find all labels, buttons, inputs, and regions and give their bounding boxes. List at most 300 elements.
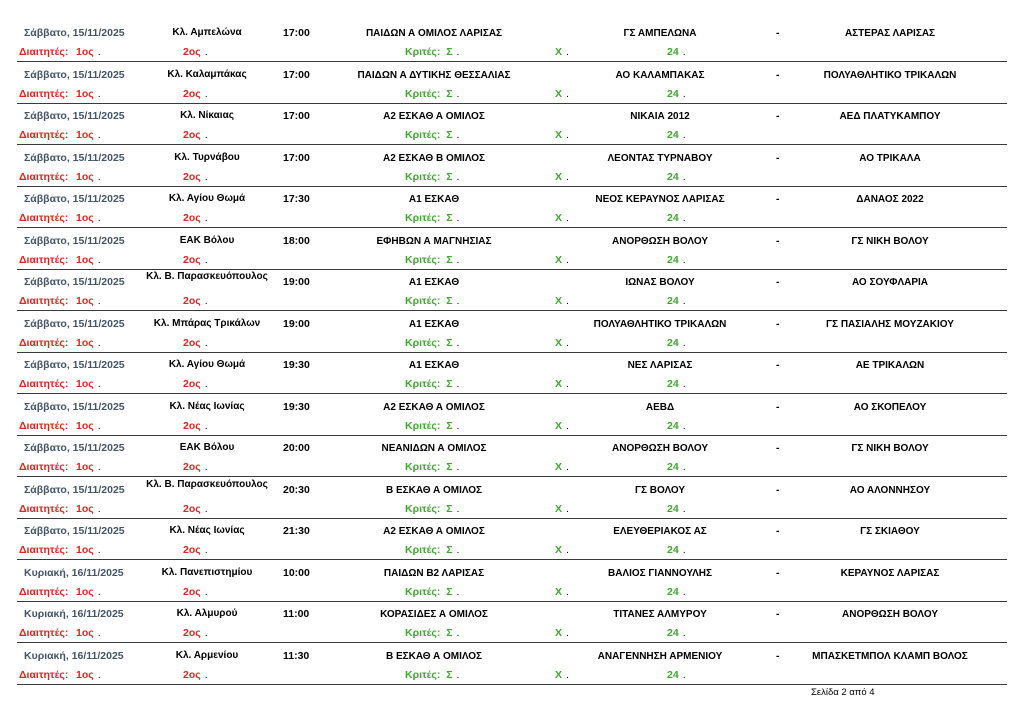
referee-1	[76, 586, 101, 599]
referee-1-dot: .	[97, 212, 101, 224]
game-date: Κυριακή, 16/11/2025	[24, 649, 124, 662]
scorer-x-dot: .	[566, 129, 569, 141]
shot-clock-24	[667, 503, 686, 516]
game-competition: ΠΑΙΔΩΝ Α ΟΜΙΛΟΣ ΛΑΡΙΣΑΣ	[365, 28, 503, 39]
shot-clock-24-dot: .	[682, 461, 686, 473]
referee-1	[76, 212, 101, 225]
judges-label: Κριτές:	[405, 129, 441, 141]
referee-2-dot: .	[204, 502, 208, 515]
game-time: 11:30	[283, 649, 310, 662]
away-team: ΑΟ ΤΡΙΚΑΛΑ	[859, 152, 921, 164]
judges	[405, 461, 459, 474]
judges-label: Κριτές:	[405, 668, 441, 681]
scorer-x-label: Χ	[555, 129, 563, 141]
judges-dot: .	[456, 46, 460, 58]
vs-dash: -	[776, 110, 780, 122]
referee-2	[183, 212, 208, 225]
shot-clock-24-label: 24	[667, 627, 679, 639]
referee-1	[76, 461, 101, 474]
away-team: ΑΣΤΕΡΑΣ ΛΑΡΙΣΑΣ	[844, 28, 936, 39]
referee-2	[183, 254, 208, 267]
vs-dash: -	[776, 608, 780, 620]
referee-2	[183, 461, 208, 474]
referee-2-label: 2ος	[183, 295, 201, 307]
referee-2-dot: .	[204, 461, 208, 473]
referee-2-label: 2ος	[183, 585, 201, 598]
judges-letter: Σ	[446, 170, 453, 183]
game-row	[0, 354, 1024, 396]
game-row	[0, 22, 1024, 64]
game-date: Σάββατο, 15/11/2025	[24, 110, 125, 122]
game-competition: ΚΟΡΑΣΙΔΕΣ Α ΟΜΙΛΟΣ	[380, 609, 488, 620]
home-team: ΝΕΟΣ ΚΕΡΑΥΝΟΣ ΛΑΡΙΣΑΣ	[595, 194, 725, 205]
referees-label: Διαιτητές:	[19, 212, 69, 224]
referee-1	[76, 669, 101, 682]
referee-2-dot: .	[204, 585, 208, 598]
shot-clock-24	[667, 420, 686, 433]
judges-letter: Σ	[446, 46, 453, 58]
judges-letter: Σ	[446, 461, 453, 473]
game-venue: Κλ. Β. Παρασκευόπουλος	[146, 478, 268, 490]
away-team: ΑΟ ΑΛΟΝΝΗΣΟΥ	[849, 484, 931, 496]
home-team: ΑΝΟΡΘΩΣΗ ΒΟΛΟΥ	[612, 443, 708, 454]
referee-1-label: 1ος	[76, 585, 94, 598]
scorer-x	[555, 88, 569, 101]
scorer-x-label: Χ	[555, 461, 563, 473]
referee-1-dot: .	[97, 336, 101, 349]
shot-clock-24	[667, 295, 686, 308]
home-team: ΑΕΒΔ	[645, 401, 675, 413]
scorer-x-dot: .	[566, 668, 569, 681]
shot-clock-24	[667, 171, 686, 184]
referee-1	[76, 129, 101, 142]
referees-label: Διαιτητές:	[19, 544, 69, 556]
judges-dot: .	[456, 253, 460, 266]
judges-dot: .	[456, 585, 460, 598]
scorer-x	[555, 503, 569, 516]
referee-1-label: 1ος	[76, 129, 94, 141]
scorer-x-dot: .	[566, 419, 569, 432]
game-competition: Β ΕΣΚΑΘ Α ΟΜΙΛΟΣ	[385, 484, 483, 496]
game-date: Σάββατο, 15/11/2025	[24, 442, 125, 454]
scorer-x-dot: .	[566, 295, 569, 307]
scorer-x-dot: .	[566, 336, 569, 349]
judges	[405, 544, 459, 557]
referee-1-dot: .	[97, 544, 101, 556]
judges-letter: Σ	[446, 295, 453, 307]
vs-dash: -	[776, 649, 780, 662]
away-team: ΓΣ ΝΙΚΗ ΒΟΛΟΥ	[851, 443, 929, 454]
game-venue: Κλ. Νέας Ιωνίας	[169, 400, 245, 412]
referee-1	[76, 627, 101, 640]
game-date: Κυριακή, 16/11/2025	[24, 608, 124, 620]
vs-dash: -	[776, 400, 780, 413]
shot-clock-24	[667, 378, 686, 391]
scorer-x	[555, 544, 569, 557]
shot-clock-24	[667, 337, 686, 350]
referee-1-label: 1ος	[76, 46, 94, 58]
scorer-x-dot: .	[566, 585, 569, 598]
referees-label: Διαιτητές:	[19, 129, 69, 141]
referee-2-dot: .	[204, 253, 208, 266]
game-row	[0, 147, 1024, 189]
judges-dot: .	[456, 461, 460, 473]
judges	[405, 503, 459, 516]
judges-letter: Σ	[446, 253, 453, 266]
referees-label: Διαιτητές:	[19, 627, 69, 639]
away-team: ΚΕΡΑΥΝΟΣ ΛΑΡΙΣΑΣ	[840, 567, 940, 579]
referee-1-label: 1ος	[76, 253, 94, 266]
home-team: ΑΟ ΚΑΛΑΜΠΑΚΑΣ	[615, 69, 705, 81]
shot-clock-24	[667, 544, 686, 557]
scorer-x	[555, 461, 569, 474]
shot-clock-24-label: 24	[667, 461, 679, 473]
shot-clock-24	[667, 669, 686, 682]
shot-clock-24-label: 24	[667, 295, 679, 307]
referee-1-label: 1ος	[76, 378, 94, 390]
shot-clock-24-label: 24	[667, 502, 679, 515]
game-row	[0, 271, 1024, 313]
referee-1	[76, 544, 101, 557]
game-time: 19:30	[283, 359, 310, 371]
scorer-x-dot: .	[566, 461, 569, 473]
referee-2	[183, 46, 208, 59]
game-time: 19:30	[283, 400, 310, 413]
judges-label: Κριτές:	[405, 170, 441, 183]
home-team: ΛΕΟΝΤΑΣ ΤΥΡΝΑΒΟΥ	[607, 152, 713, 164]
game-date: Σάββατο, 15/11/2025	[24, 151, 125, 164]
shot-clock-24-label: 24	[667, 419, 679, 432]
shot-clock-24-label: 24	[667, 87, 679, 100]
referee-1-dot: .	[97, 378, 101, 390]
referee-2-dot: .	[204, 378, 208, 390]
home-team: ΠΟΛΥΑΘΛΗΤΙΚΟ ΤΡΙΚΑΛΩΝ	[593, 318, 727, 330]
scorer-x-dot: .	[566, 170, 569, 183]
judges	[405, 254, 459, 267]
referees-label: Διαιτητές:	[19, 378, 69, 390]
judges-letter: Σ	[446, 212, 453, 224]
shot-clock-24	[667, 461, 686, 474]
referee-2-label: 2ος	[183, 87, 201, 100]
scorer-x-dot: .	[566, 212, 569, 224]
scorer-x	[555, 337, 569, 350]
referee-2-label: 2ος	[183, 419, 201, 432]
game-time: 10:00	[283, 566, 310, 579]
away-team: ΑΝΟΡΘΩΣΗ ΒΟΛΟΥ	[842, 609, 938, 620]
referee-1	[76, 46, 101, 59]
shot-clock-24-dot: .	[682, 295, 686, 307]
game-row	[0, 562, 1024, 604]
shot-clock-24	[667, 627, 686, 640]
away-team: ΑΕΔ ΠΛΑΤΥΚΑΜΠΟΥ	[839, 111, 941, 122]
referee-2-label: 2ος	[183, 502, 201, 515]
shot-clock-24-dot: .	[682, 544, 686, 556]
scorer-x	[555, 669, 569, 682]
game-venue: Κλ. Καλαμπάκας	[167, 68, 247, 80]
vs-dash: -	[776, 483, 780, 496]
judges-dot: .	[456, 87, 460, 100]
referee-1	[76, 171, 101, 184]
referee-2-label: 2ος	[183, 378, 201, 390]
scorer-x-dot: .	[566, 253, 569, 266]
referees-label: Διαιτητές:	[19, 295, 69, 307]
shot-clock-24-dot: .	[682, 378, 686, 390]
judges-letter: Σ	[446, 336, 453, 349]
away-team: ΓΣ ΝΙΚΗ ΒΟΛΟΥ	[851, 235, 929, 247]
scorer-x	[555, 171, 569, 184]
scorer-x-label: Χ	[555, 336, 563, 349]
referee-2-label: 2ος	[183, 212, 201, 224]
judges-letter: Σ	[446, 378, 453, 390]
referee-2	[183, 503, 208, 516]
judges-dot: .	[456, 212, 460, 224]
page-number: Σελίδα 2 από 4	[811, 687, 875, 698]
judges	[405, 378, 459, 391]
game-venue: Κλ. Αγίου Θωμά	[168, 193, 246, 204]
game-row	[0, 396, 1024, 438]
game-competition: Α1 ΕΣΚΑΘ	[408, 360, 460, 371]
away-team: ΑΕ ΤΡΙΚΑΛΩΝ	[855, 360, 925, 371]
away-team: ΔΑΝΑΟΣ 2022	[856, 194, 924, 205]
game-competition: Α1 ΕΣΚΑΘ	[408, 277, 460, 288]
shot-clock-24-label: 24	[667, 129, 679, 141]
scorer-x	[555, 627, 569, 640]
referee-1	[76, 337, 101, 350]
game-competition: Β ΕΣΚΑΘ Α ΟΜΙΛΟΣ	[385, 650, 483, 662]
shot-clock-24-dot: .	[682, 253, 686, 266]
game-competition: Α1 ΕΣΚΑΘ	[408, 194, 460, 205]
shot-clock-24-dot: .	[682, 46, 686, 58]
referee-2	[183, 544, 208, 557]
scorer-x	[555, 420, 569, 433]
game-row	[0, 645, 1024, 687]
scorer-x	[555, 586, 569, 599]
referee-2-label: 2ος	[183, 336, 201, 349]
game-time: 17:30	[283, 193, 310, 205]
judges-dot: .	[456, 544, 460, 556]
scorer-x-dot: .	[566, 544, 569, 556]
home-team: ΤΙΤΑΝΕΣ ΑΛΜΥΡΟΥ	[613, 609, 707, 620]
game-competition: ΠΑΙΔΩΝ Β2 ΛΑΡΙΣΑΣ	[383, 567, 485, 579]
shot-clock-24	[667, 254, 686, 267]
game-row	[0, 230, 1024, 272]
referee-1-dot: .	[97, 295, 101, 307]
judges-label: Κριτές:	[405, 419, 441, 432]
shot-clock-24-label: 24	[667, 378, 679, 390]
judges-dot: .	[456, 336, 460, 349]
game-row	[0, 479, 1024, 521]
referee-2-dot: .	[204, 336, 208, 349]
judges-dot: .	[456, 419, 460, 432]
referees-label: Διαιτητές:	[19, 253, 69, 266]
game-time: 21:30	[283, 525, 310, 537]
referee-1-dot: .	[97, 253, 101, 266]
game-competition: Α1 ΕΣΚΑΘ	[408, 318, 460, 330]
home-team: ΙΩΝΑΣ ΒΟΛΟΥ	[625, 277, 695, 288]
shot-clock-24-label: 24	[667, 253, 679, 266]
referee-2	[183, 88, 208, 101]
judges	[405, 88, 459, 101]
judges-letter: Σ	[446, 502, 453, 515]
game-competition: ΕΦΗΒΩΝ Α ΜΑΓΝΗΣΙΑΣ	[376, 235, 492, 247]
judges	[405, 420, 459, 433]
scorer-x-label: Χ	[555, 170, 563, 183]
judges-dot: .	[456, 502, 460, 515]
game-competition: Α2 ΕΣΚΑΘ Α ΟΜΙΛΟΣ	[383, 526, 485, 537]
referee-2-dot: .	[204, 295, 208, 307]
game-date: Σάββατο, 15/11/2025	[24, 193, 125, 205]
vs-dash: -	[776, 359, 780, 371]
judges-label: Κριτές:	[405, 87, 441, 100]
game-venue: Κλ. Αρμενίου	[175, 649, 239, 661]
shot-clock-24-dot: .	[682, 627, 686, 639]
referees-label: Διαιτητές:	[19, 502, 69, 515]
referee-1-label: 1ος	[76, 461, 94, 473]
vs-dash: -	[776, 525, 780, 537]
game-row	[0, 437, 1024, 479]
game-time: 11:00	[283, 608, 310, 620]
judges-letter: Σ	[446, 585, 453, 598]
shot-clock-24-dot: .	[682, 668, 686, 681]
away-team: ΓΣ ΣΚΙΑΘΟΥ	[860, 526, 920, 537]
away-team: ΜΠΑΣΚΕΤΜΠΟΛ ΚΛΑΜΠ ΒΟΛΟΣ	[812, 650, 968, 662]
shot-clock-24	[667, 586, 686, 599]
judges-letter: Σ	[446, 87, 453, 100]
judges-dot: .	[456, 378, 460, 390]
judges	[405, 129, 459, 142]
referee-2-label: 2ος	[183, 46, 201, 58]
scorer-x-label: Χ	[555, 419, 563, 432]
shot-clock-24-dot: .	[682, 212, 686, 224]
game-time: 17:00	[283, 27, 310, 39]
shot-clock-24-label: 24	[667, 668, 679, 681]
game-competition: Α2 ΕΣΚΑΘ Α ΟΜΙΛΟΣ	[383, 111, 485, 122]
judges-label: Κριτές:	[405, 378, 441, 390]
referee-1	[76, 378, 101, 391]
shot-clock-24-dot: .	[682, 336, 686, 349]
game-time: 19:00	[283, 276, 310, 288]
shot-clock-24-label: 24	[667, 212, 679, 224]
shot-clock-24-dot: .	[682, 129, 686, 141]
game-row	[0, 313, 1024, 355]
referee-2-label: 2ος	[183, 544, 201, 556]
vs-dash: -	[776, 276, 780, 288]
game-venue: Κλ. Αγίου Θωμά	[168, 359, 246, 370]
game-date: Σάββατο, 15/11/2025	[24, 276, 125, 288]
referee-1	[76, 254, 101, 267]
game-time: 19:00	[283, 317, 310, 330]
referee-2-label: 2ος	[183, 668, 201, 681]
scorer-x	[555, 212, 569, 225]
game-competition: Α2 ΕΣΚΑΘ Α ΟΜΙΛΟΣ	[383, 401, 485, 413]
judges	[405, 669, 459, 682]
referee-1-label: 1ος	[76, 295, 94, 307]
game-venue: Κλ. Νέας Ιωνίας	[169, 525, 245, 536]
vs-dash: -	[776, 193, 780, 205]
judges-label: Κριτές:	[405, 295, 441, 307]
away-team: ΑΟ ΣΟΥΦΛΑΡΙΑ	[851, 277, 929, 288]
home-team: ΓΣ ΑΜΠΕΛΩΝΑ	[623, 28, 697, 39]
game-date: Κυριακή, 16/11/2025	[24, 566, 124, 579]
referee-1	[76, 503, 101, 516]
judges	[405, 295, 459, 308]
scorer-x-dot: .	[566, 502, 569, 515]
game-venue: Κλ. Νίκαιας	[180, 110, 234, 121]
game-time: 20:30	[283, 483, 310, 496]
scorer-x-label: Χ	[555, 87, 563, 100]
scorer-x-label: Χ	[555, 378, 563, 390]
referee-1-dot: .	[97, 46, 101, 58]
home-team: ΕΛΕΥΘΕΡΙΑΚΟΣ ΑΣ	[613, 526, 707, 537]
scorer-x-label: Χ	[555, 46, 563, 58]
judges	[405, 337, 459, 350]
judges-letter: Σ	[446, 627, 453, 639]
referee-2-label: 2ος	[183, 170, 201, 183]
vs-dash: -	[776, 68, 780, 81]
shot-clock-24	[667, 46, 686, 59]
scorer-x-label: Χ	[555, 627, 563, 639]
home-team: ΝΕΣ ΛΑΡΙΣΑΣ	[627, 360, 693, 371]
schedule-list	[0, 22, 1024, 686]
judges-dot: .	[456, 668, 460, 681]
judges-label: Κριτές:	[405, 461, 441, 473]
game-date: Σάββατο, 15/11/2025	[24, 359, 125, 371]
game-venue: Κλ. Μπάρας Τρικάλων	[153, 317, 261, 329]
scorer-x-dot: .	[566, 46, 569, 58]
game-row	[0, 64, 1024, 106]
scorer-x	[555, 378, 569, 391]
game-date: Σάββατο, 15/11/2025	[24, 525, 125, 537]
judges-label: Κριτές:	[405, 502, 441, 515]
referee-2-label: 2ος	[183, 253, 201, 266]
referee-2-dot: .	[204, 544, 208, 556]
referees-label: Διαιτητές:	[19, 461, 69, 473]
vs-dash: -	[776, 27, 780, 39]
scorer-x-label: Χ	[555, 502, 563, 515]
game-time: 20:00	[283, 442, 310, 454]
referee-2-label: 2ος	[183, 627, 201, 639]
referee-2	[183, 586, 208, 599]
referee-1-dot: .	[97, 87, 101, 100]
judges	[405, 171, 459, 184]
referee-1-dot: .	[97, 461, 101, 473]
referee-1-label: 1ος	[76, 627, 94, 639]
home-team: ΑΝΟΡΘΩΣΗ ΒΟΛΟΥ	[612, 235, 708, 247]
referee-2	[183, 420, 208, 433]
game-time: 18:00	[283, 234, 310, 247]
judges-letter: Σ	[446, 129, 453, 141]
referee-1-label: 1ος	[76, 544, 94, 556]
referee-2-dot: .	[204, 419, 208, 432]
game-date: Σάββατο, 15/11/2025	[24, 27, 125, 39]
game-time: 17:00	[283, 110, 310, 122]
scorer-x	[555, 254, 569, 267]
shot-clock-24-dot: .	[682, 87, 686, 100]
referee-1	[76, 295, 101, 308]
scorer-x-dot: .	[566, 627, 569, 639]
game-time: 17:00	[283, 68, 310, 81]
judges-letter: Σ	[446, 419, 453, 432]
referee-1-dot: .	[97, 419, 101, 432]
referee-1-dot: .	[97, 585, 101, 598]
shot-clock-24-label: 24	[667, 46, 679, 58]
referees-label: Διαιτητές:	[19, 585, 69, 598]
scorer-x-dot: .	[566, 378, 569, 390]
referee-2	[183, 378, 208, 391]
game-competition: Α2 ΕΣΚΑΘ Β ΟΜΙΛΟΣ	[382, 152, 486, 164]
judges-label: Κριτές:	[405, 627, 441, 639]
shot-clock-24-label: 24	[667, 585, 679, 598]
